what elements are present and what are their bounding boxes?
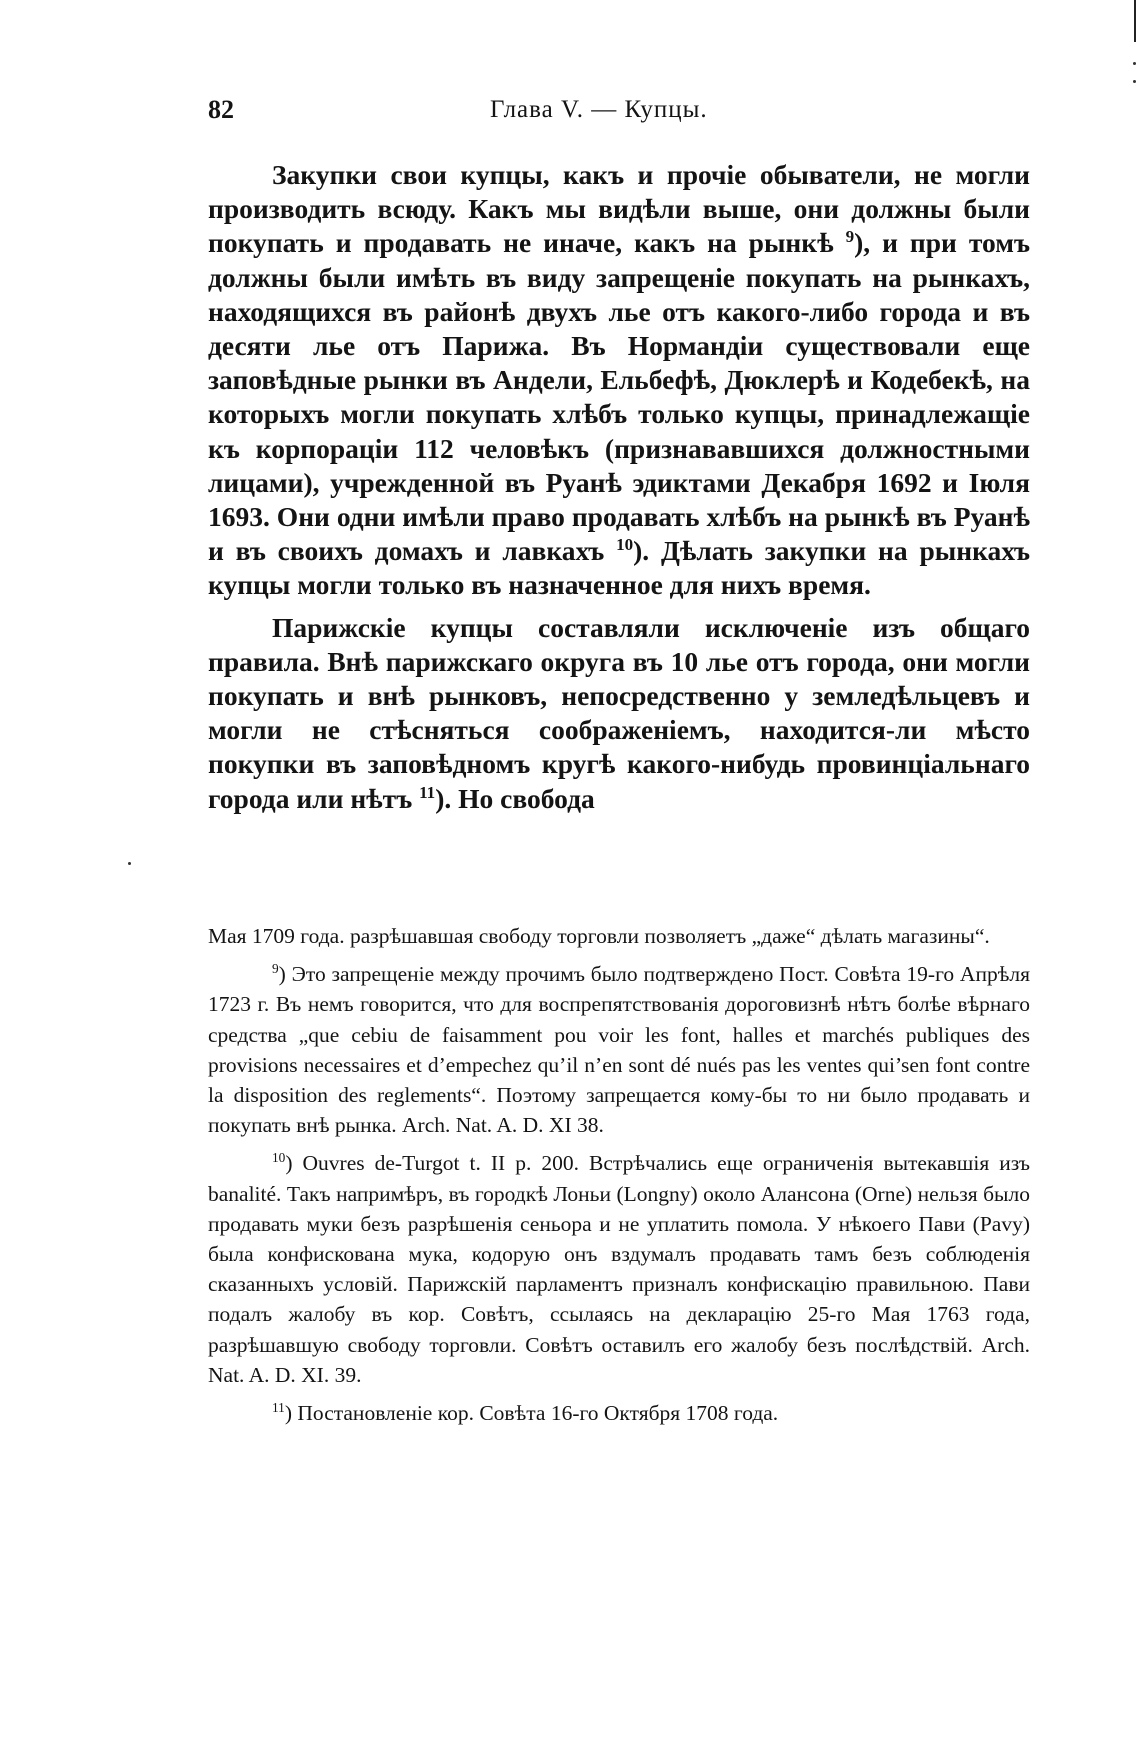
footnote-mark: 9 xyxy=(272,961,279,977)
page-number: 82 xyxy=(208,95,234,124)
footnotes xyxy=(208,921,1030,1428)
main-text xyxy=(208,158,1030,816)
paragraph xyxy=(208,158,1030,603)
footnote-ref: 11 xyxy=(419,782,436,802)
footnote-continuation: Мая 1709 года. разрѣшавшая свободу торговли позволяетъ „даже“ дѣлать магазины“. xyxy=(208,924,990,948)
scan-speck xyxy=(1133,62,1136,65)
paragraph-text: ). Но свобода xyxy=(435,782,595,814)
scan-speck xyxy=(128,862,131,865)
footnote-ref: 10 xyxy=(616,535,634,555)
paragraph-text: ). Дѣлать закупки на рынкахъ купцы могли только въ назначенное для нихъ время. xyxy=(208,535,1030,601)
paragraph xyxy=(208,611,1030,816)
footnote-mark: 10 xyxy=(272,1150,286,1166)
footnote-mark: 11 xyxy=(272,1399,285,1415)
running-head: Глава V. — Купцы. xyxy=(490,96,708,123)
scan-edge-mark xyxy=(1134,0,1136,42)
footnote-ref: 9 xyxy=(845,227,855,247)
footnote-11 xyxy=(208,1398,1030,1428)
footnote-text: ) Ouvres de-Turgot t. II p. 200. Встрѣчались еще ограниченія вытекавшія изъ banalité. Такъ напримѣръ, въ городкѣ Лоньи (Longny) около Алансона (Orne) нельзя было продавать муки безъ разрѣшенія сеньора и не уплатить помола. У нѣкоего Пави (Pavy) была конфискована мука, кодорую онъ вздумалъ продавать тамъ безъ соблюденія сказанныхъ условій. Парижскій парламентъ призналъ конфискацію правильною. Пави подалъ жалобу въ кор. Совѣтъ, ссылаясь на декларацію 25-го Мая 1763 года, разрѣшавшую свободу торговли. Совѣтъ оставилъ его жалобу безъ послѣдствій. Arch. Nat. A. D. XI. 39. xyxy=(208,1151,1030,1387)
paragraph-text: Закупки свои купцы, какъ и прочіе обыватели, не могли производить всюду. Какъ мы видѣли выше, они должны были покупать и продавать не иначе, какъ на рынкѣ xyxy=(208,159,1030,259)
footnote-9 xyxy=(208,959,1030,1140)
scan-speck xyxy=(1133,80,1136,83)
footnote-text: ) Постановленіе кор. Совѣта 16-го Октября 1708 года. xyxy=(284,1401,779,1426)
footnote-10 xyxy=(208,1148,1030,1390)
paragraph-text: Парижскіе купцы составляли исключеніе изъ общаго правила. Внѣ парижскаго округа въ 10 лье отъ города, они могли покупать и внѣ рынковъ, непосредственно у земледѣльцевъ и могли не стѣсняться соображеніемъ, находится-ли мѣсто покупки въ заповѣдномъ кругѣ какого-нибудь провинціальнаго города или нѣтъ xyxy=(208,611,1030,814)
paragraph-text: ), и при томъ должны были имѣть въ виду запрещеніе покупать на рынкахъ, находящихся въ районѣ двухъ лье отъ какого-либо города и въ десяти лье отъ Парижа. Въ Нормандіи существовали еще заповѣдные рынки въ Андели, Ельбефѣ, Дюклерѣ и Кодебекѣ, на которыхъ могли покупать хлѣбъ только купцы, принадлежащіе къ корпораціи 112 человѣкъ (признававшихся должностными лицами), учрежденной въ Руанѣ эдиктами Декабря 1692 и Іюля 1693. Они одни имѣли право продавать хлѣбъ на рынкѣ въ Руанѣ и въ своихъ домахъ и лавкахъ xyxy=(208,227,1031,567)
footnote-text: ) Это запрещеніе между прочимъ было подтверждено Пост. Совѣта 19-го Апрѣля 1723 г. Въ немъ говорится, что для воспрепятствованія дороговизнѣ нѣтъ болѣе вѣрнаго средства „que cebiu de faisamment pou voir les font, halles et marchés publiques des provisions necessaires et d’empechez qu’il n’en sont dé nués pas les ventes qui’sen font contre la disposition des reglements“. Поэтому запрещается кому-бы то ни было продавать и покупать внѣ рынка. Arch. Nat. A. D. XI 38. xyxy=(208,962,1030,1138)
